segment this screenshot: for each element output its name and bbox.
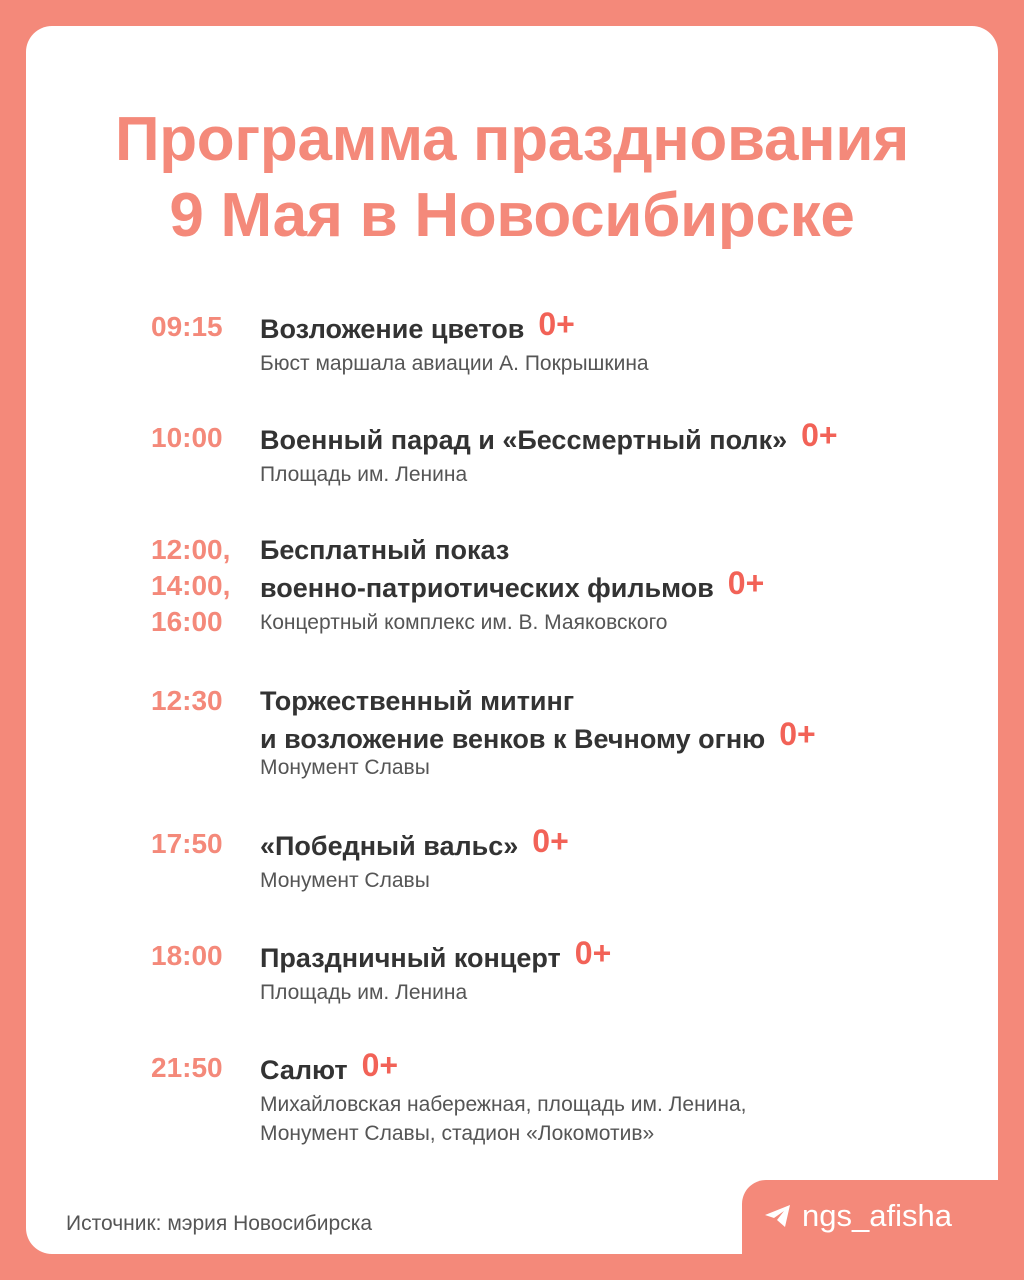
event-place-line: Площадь им. Ленина [260, 981, 468, 1004]
event-title [260, 935, 980, 976]
source-note: Источник: мэрия Новосибирска [66, 1212, 373, 1235]
event-time-value: 17:50 [151, 828, 223, 859]
event-title-line: и возложение венков к Вечному огню [260, 724, 766, 754]
age-rating-badge: 0+ [538, 306, 575, 342]
event-time [151, 938, 261, 974]
channel-tag[interactable] [742, 1180, 1024, 1258]
age-rating-badge: 0+ [727, 565, 765, 601]
event-time [151, 532, 261, 640]
event-time [151, 683, 261, 719]
title-line-1: Программа празднования [114, 105, 910, 174]
event-place [260, 349, 980, 378]
event-title [260, 306, 980, 347]
event-content [260, 823, 980, 895]
channel-tag-content [764, 1198, 952, 1234]
telegram-icon [764, 1204, 792, 1228]
age-rating-badge: 0+ [574, 935, 612, 971]
event-time [151, 309, 261, 345]
event-time [151, 826, 261, 862]
event-time-value: 09:15 [151, 311, 223, 342]
event-place-line: Михайловская набережная, площадь им. Ленина, [260, 1093, 747, 1116]
event-title-line: Праздничный концерт [260, 943, 561, 973]
event-time-value: 18:00 [151, 940, 223, 971]
event-content [260, 417, 980, 489]
event-title-line: «Победный вальс» [260, 831, 519, 861]
age-rating-badge: 0+ [361, 1047, 399, 1083]
event-time-value: 12:00, [151, 534, 231, 565]
event-time-value: 16:00 [151, 606, 223, 637]
age-rating-badge: 0+ [779, 716, 816, 752]
event-content [260, 532, 980, 637]
event-time-value: 21:50 [151, 1052, 223, 1083]
channel-name: ngs_afisha [802, 1198, 952, 1233]
event-place-line: Монумент Славы, стадион «Локомотив» [260, 1122, 655, 1145]
event-content [260, 1047, 980, 1148]
event-title [260, 417, 980, 458]
event-place-line: Монумент Славы [260, 869, 430, 892]
event-title-line: Торжественный митинг [260, 686, 575, 716]
event-place-line: Монумент Славы [260, 756, 430, 779]
title-line-2: 9 Мая в Новосибирске [169, 181, 855, 250]
event-title-line: военно-патриотических фильмов [260, 573, 714, 603]
event-content [260, 935, 980, 1007]
event-title [260, 532, 980, 606]
event-title [260, 823, 980, 864]
event-time-value: 12:30 [151, 685, 223, 716]
event-place [260, 753, 980, 782]
event-time-value: 14:00, [151, 570, 231, 601]
event-title-line: Военный парад и «Бессмертный полк» [260, 425, 788, 455]
event-title [260, 1047, 980, 1088]
event-title-line: Бесплатный показ [260, 535, 510, 565]
event-place [260, 978, 980, 1007]
event-content [260, 306, 980, 378]
event-place-line: Площадь им. Ленина [260, 463, 468, 486]
event-content [260, 683, 980, 782]
event-title [260, 683, 980, 757]
event-place [260, 608, 980, 637]
page-title [26, 102, 998, 254]
event-time [151, 420, 261, 456]
age-rating-badge: 0+ [532, 823, 569, 859]
age-rating-badge: 0+ [801, 417, 838, 453]
event-place-line: Концертный комплекс им. В. Маяковского [260, 611, 668, 634]
event-title-line: Возложение цветов [260, 314, 525, 344]
event-place [260, 866, 980, 895]
poster-card [26, 26, 998, 1254]
event-place [260, 460, 980, 489]
event-time [151, 1050, 261, 1086]
event-place [260, 1090, 980, 1148]
event-title-line: Салют [260, 1055, 348, 1085]
event-time-value: 10:00 [151, 422, 223, 453]
event-place-line: Бюст маршала авиации А. Покрышкина [260, 352, 649, 375]
